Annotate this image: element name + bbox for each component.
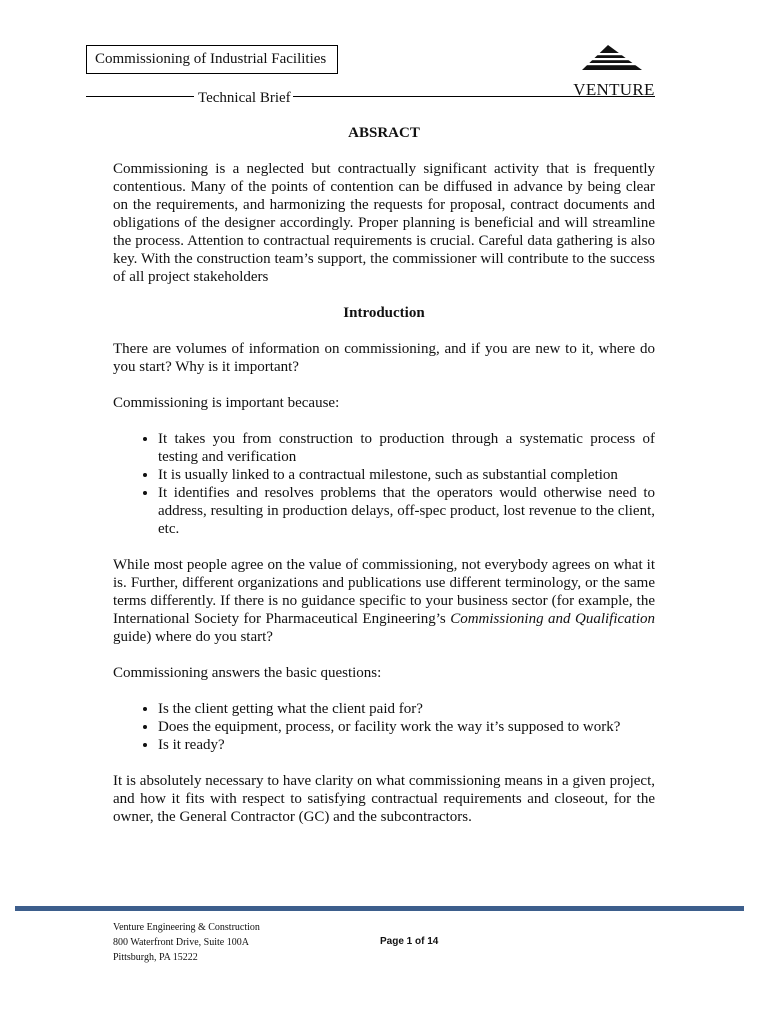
document-type: Technical Brief: [198, 90, 291, 106]
header-rule-right: [293, 96, 655, 97]
guide-title-emphasis: Commissioning and Qualification: [450, 611, 655, 627]
abstract-heading: ABSRACT: [348, 125, 420, 141]
intro-paragraph-2: Commissioning is important because:: [113, 395, 340, 411]
document-title: Commissioning of Industrial Facilities: [95, 51, 327, 67]
footer-divider-bar: [15, 906, 744, 911]
main-content: [113, 124, 655, 844]
importance-bullet-list: [113, 430, 655, 538]
document-title-box: [86, 45, 338, 74]
list-item: • Does the equipment, process, or facility work the way it’s supposed to work?: [158, 718, 655, 736]
pyramid-logo-icon: [572, 44, 656, 74]
address-line: 800 Waterfront Drive, Suite 100A: [113, 937, 249, 948]
intro-paragraph-4: Commissioning answers the basic questions:: [113, 665, 382, 681]
paragraph-text: guide) where do you start?: [113, 629, 273, 645]
list-item: • It is usually linked to a contractual milestone, such as substantial completion: [158, 466, 655, 484]
page-number: Page 1 of 14: [380, 936, 439, 947]
paragraph-text: While most people agree on the value of commissioning, not everybody agrees on what it is. Further, different organizations and publications use different terminology, or the same terms differently. If there is no guidance specific to your business sector (for example, the International Society for Pharmaceutical Engineering’s: [113, 557, 655, 627]
list-item: • Is the client getting what the client paid for?: [158, 700, 655, 718]
introduction-heading: Introduction: [343, 305, 425, 321]
address-line: Pittsburgh, PA 15222: [113, 952, 198, 963]
intro-paragraph-3: [113, 556, 655, 646]
list-item: • It takes you from construction to production through a systematic process of testing and verification: [158, 430, 655, 466]
intro-paragraph-1: There are volumes of information on commissioning, and if you are new to it, where do you start? Why is it important?: [113, 341, 655, 375]
address-line: Venture Engineering & Construction: [113, 922, 260, 933]
venture-logo: [572, 44, 656, 100]
questions-bullet-list: [113, 700, 655, 754]
brand-wordmark: VENTURE: [573, 80, 655, 99]
abstract-paragraph: Commissioning is a neglected but contractually significant activity that is frequently contentious. Many of the points of contention can be diffused in advance by being clear on the requirements, and harmonizing the requests for proposal, contract documents and obligations of the designer accordingly. Proper planning is beneficial and will streamline the process. Attention to contractual requirements is crucial. Careful data gathering is also key. With the construction team’s support, the commissioner will contribute to the success of all project stakeholders: [113, 161, 655, 285]
list-item: • It identifies and resolves problems that the operators would otherwise need to address, resulting in production delays, off-spec product, lost revenue to the client, etc.: [158, 484, 655, 538]
intro-paragraph-5: It is absolutely necessary to have clarity on what commissioning means in a given project, and how it fits with respect to satisfying contractual requirements and closeout, for the owner, the General Contractor (GC) and the subcontractors.: [113, 773, 655, 825]
list-item: • Is it ready?: [158, 736, 655, 754]
footer-address: [113, 920, 260, 965]
header-rule-left: [86, 96, 194, 97]
